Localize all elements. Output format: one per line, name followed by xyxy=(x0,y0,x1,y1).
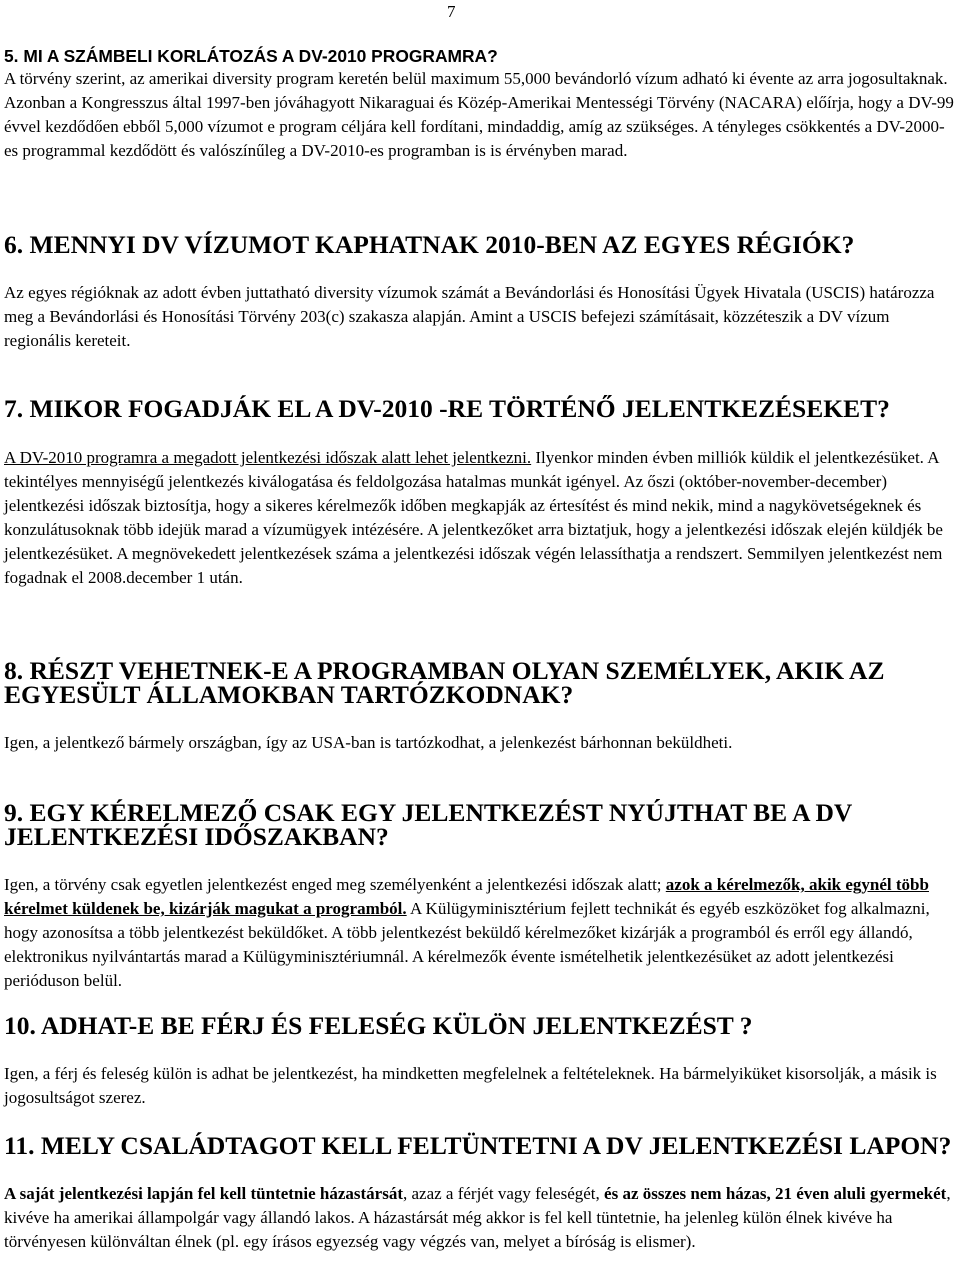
section-11-body xyxy=(4,1182,954,1254)
section-11-text-2: , kivéve ha amerikai állampolgár vagy állandó lakos. A házastársát még akkor is fel kell tüntetnie, ha jelenleg külön élnek kivéve ha törvényesen különváltan élnek (pl. egy írásos egyezség vagy végzés van, melyet a bíróság is elismer). xyxy=(4,1184,951,1251)
section-11-bold-1: A saját jelentkezési lapján fel kell tüntetnie házastársát xyxy=(4,1184,403,1203)
section-6-heading: 6. MENNYI DV VÍZUMOT KAPHATNAK 2010-BEN AZ EGYES RÉGIÓK? xyxy=(4,230,855,259)
section-7-underlined-text: A DV-2010 programra a megadott jelentkezési időszak alatt lehet jelentkezni. xyxy=(4,448,532,467)
section-7-text: Ilyenkor minden évben milliók küldik el jelentkezésüket. A tekintélyes mennyiségű jelentkezés kiválogatása és feldolgozása hatalmas munkát igényel. Az őszi (október-november-december) jelentkezési időszak biztosítja, hogy a sikeres kérelmezők időben megkapják az értesítést és mind nekik, mind a nagykövetségeknek és konzulátusoknak több idejük marad a vízumügyek intézésére. A jelentkezőket arra biztatjuk, hogy a jelentkezési időszak elején küldjék be jelentkezésüket. A megnövekedett jelentkezések száma a jelentkezési időszak végén lelassíthatja a rendszert. Semmilyen jelentkezést nem fogadnak el 2008.december 1 után. xyxy=(4,448,943,587)
section-11-bold-2: és az összes nem házas, 21 éven aluli gyermekét xyxy=(604,1184,947,1203)
section-9-text-pre: Igen, a törvény csak egyetlen jelentkezést enged meg személyenként a jelentkezési időszak alatt; xyxy=(4,875,666,894)
section-9-body xyxy=(4,873,954,993)
section-9-emphasis: azok a kérelmezők, akik egynél több kérelmet küldenek be, kizárják magukat a programból. xyxy=(4,875,929,918)
section-6-body: Az egyes régióknak az adott évben juttatható diversity vízumok számát a Bevándorlási és Honosítási Ügyek Hivatala (USCIS) határozza meg a Bevándorlási és Honosítási Törvény 203(c) szakasza alapján. Amint a USCIS befejezi számításait, közzéteszik a DV vízum regionális kereteit. xyxy=(4,283,935,350)
section-11-text-1: , azaz a férjét vagy feleségét, xyxy=(402,1184,605,1203)
section-10-heading: 10. ADHAT-E BE FÉRJ ÉS FELESÉG KÜLÖN JELENTKEZÉST ? xyxy=(4,1011,753,1040)
section-11-heading: 11. MELY CSALÁDTAGOT KELL FELTÜNTETNI A DV JELENTKEZÉSI LAPON? xyxy=(4,1131,952,1160)
section-10-body: Igen, a férj és feleség külön is adhat be jelentkezést, ha mindketten megfelelnek a feltételeknek. Ha bármelyiküket kisorsolják, a másik is jogosultságot szerez. xyxy=(4,1064,937,1107)
section-7-body xyxy=(4,446,954,590)
section-8-heading: 8. RÉSZT VEHETNEK-E A PROGRAMBAN OLYAN SZEMÉLYEK, AKIK AZ EGYESÜLT ÁLLAMOKBAN TARTÓZKODNAK? xyxy=(4,656,885,709)
section-9-heading: 9. EGY KÉRELMEZŐ CSAK EGY JELENTKEZÉST NYÚJTHAT BE A DV JELENTKEZÉSI IDŐSZAKBAN? xyxy=(4,798,852,851)
section-5-heading: 5. MI A SZÁMBELI KORLÁTOZÁS A DV-2010 PROGRAMRA? xyxy=(4,46,498,66)
section-7-heading: 7. MIKOR FOGADJÁK EL A DV-2010 -RE TÖRTÉNŐ JELENTKEZÉSEKET? xyxy=(4,394,890,423)
page-number: 7 xyxy=(447,2,456,21)
section-9-text-post: A Külügyminisztérium fejlett technikát és egyéb eszközöket fog alkalmazni, hogy azonosítsa a több jelentkezést beküldőket. A több jelentkezést beküldő kérelmezőket kizárják a programból és erről egy állandó, elektronikus nyilvántartás marad a Külügyminisztériumnál. A kérelmezők évente ismételhetik jelentkezésüket az adott jelentkezési perióduson belül. xyxy=(4,899,930,990)
section-8-body: Igen, a jelentkező bármely országban, így az USA-ban is tartózkodhat, a jelenkezést bárhonnan beküldheti. xyxy=(4,733,733,752)
section-5-body: A törvény szerint, az amerikai diversity program keretén belül maximum 55,000 bevándorló vízum adható ki évente az arra jogosultaknak. Azonban a Kongresszus által 1997-ben jóváhagyott Nikaraguai és Közép-Amerikai Mentességi Törvény (NACARA) előírja, hogy a DV-99 évvel kezdődően ebből 5,000 vízumot e program céljára kell fordítani, mindaddig, amíg az szükséges. A tényleges csökkentés a DV-2000-es programmal kezdődött és valószínűleg a DV-2010-es programban is is érvényben marad. xyxy=(4,69,954,160)
